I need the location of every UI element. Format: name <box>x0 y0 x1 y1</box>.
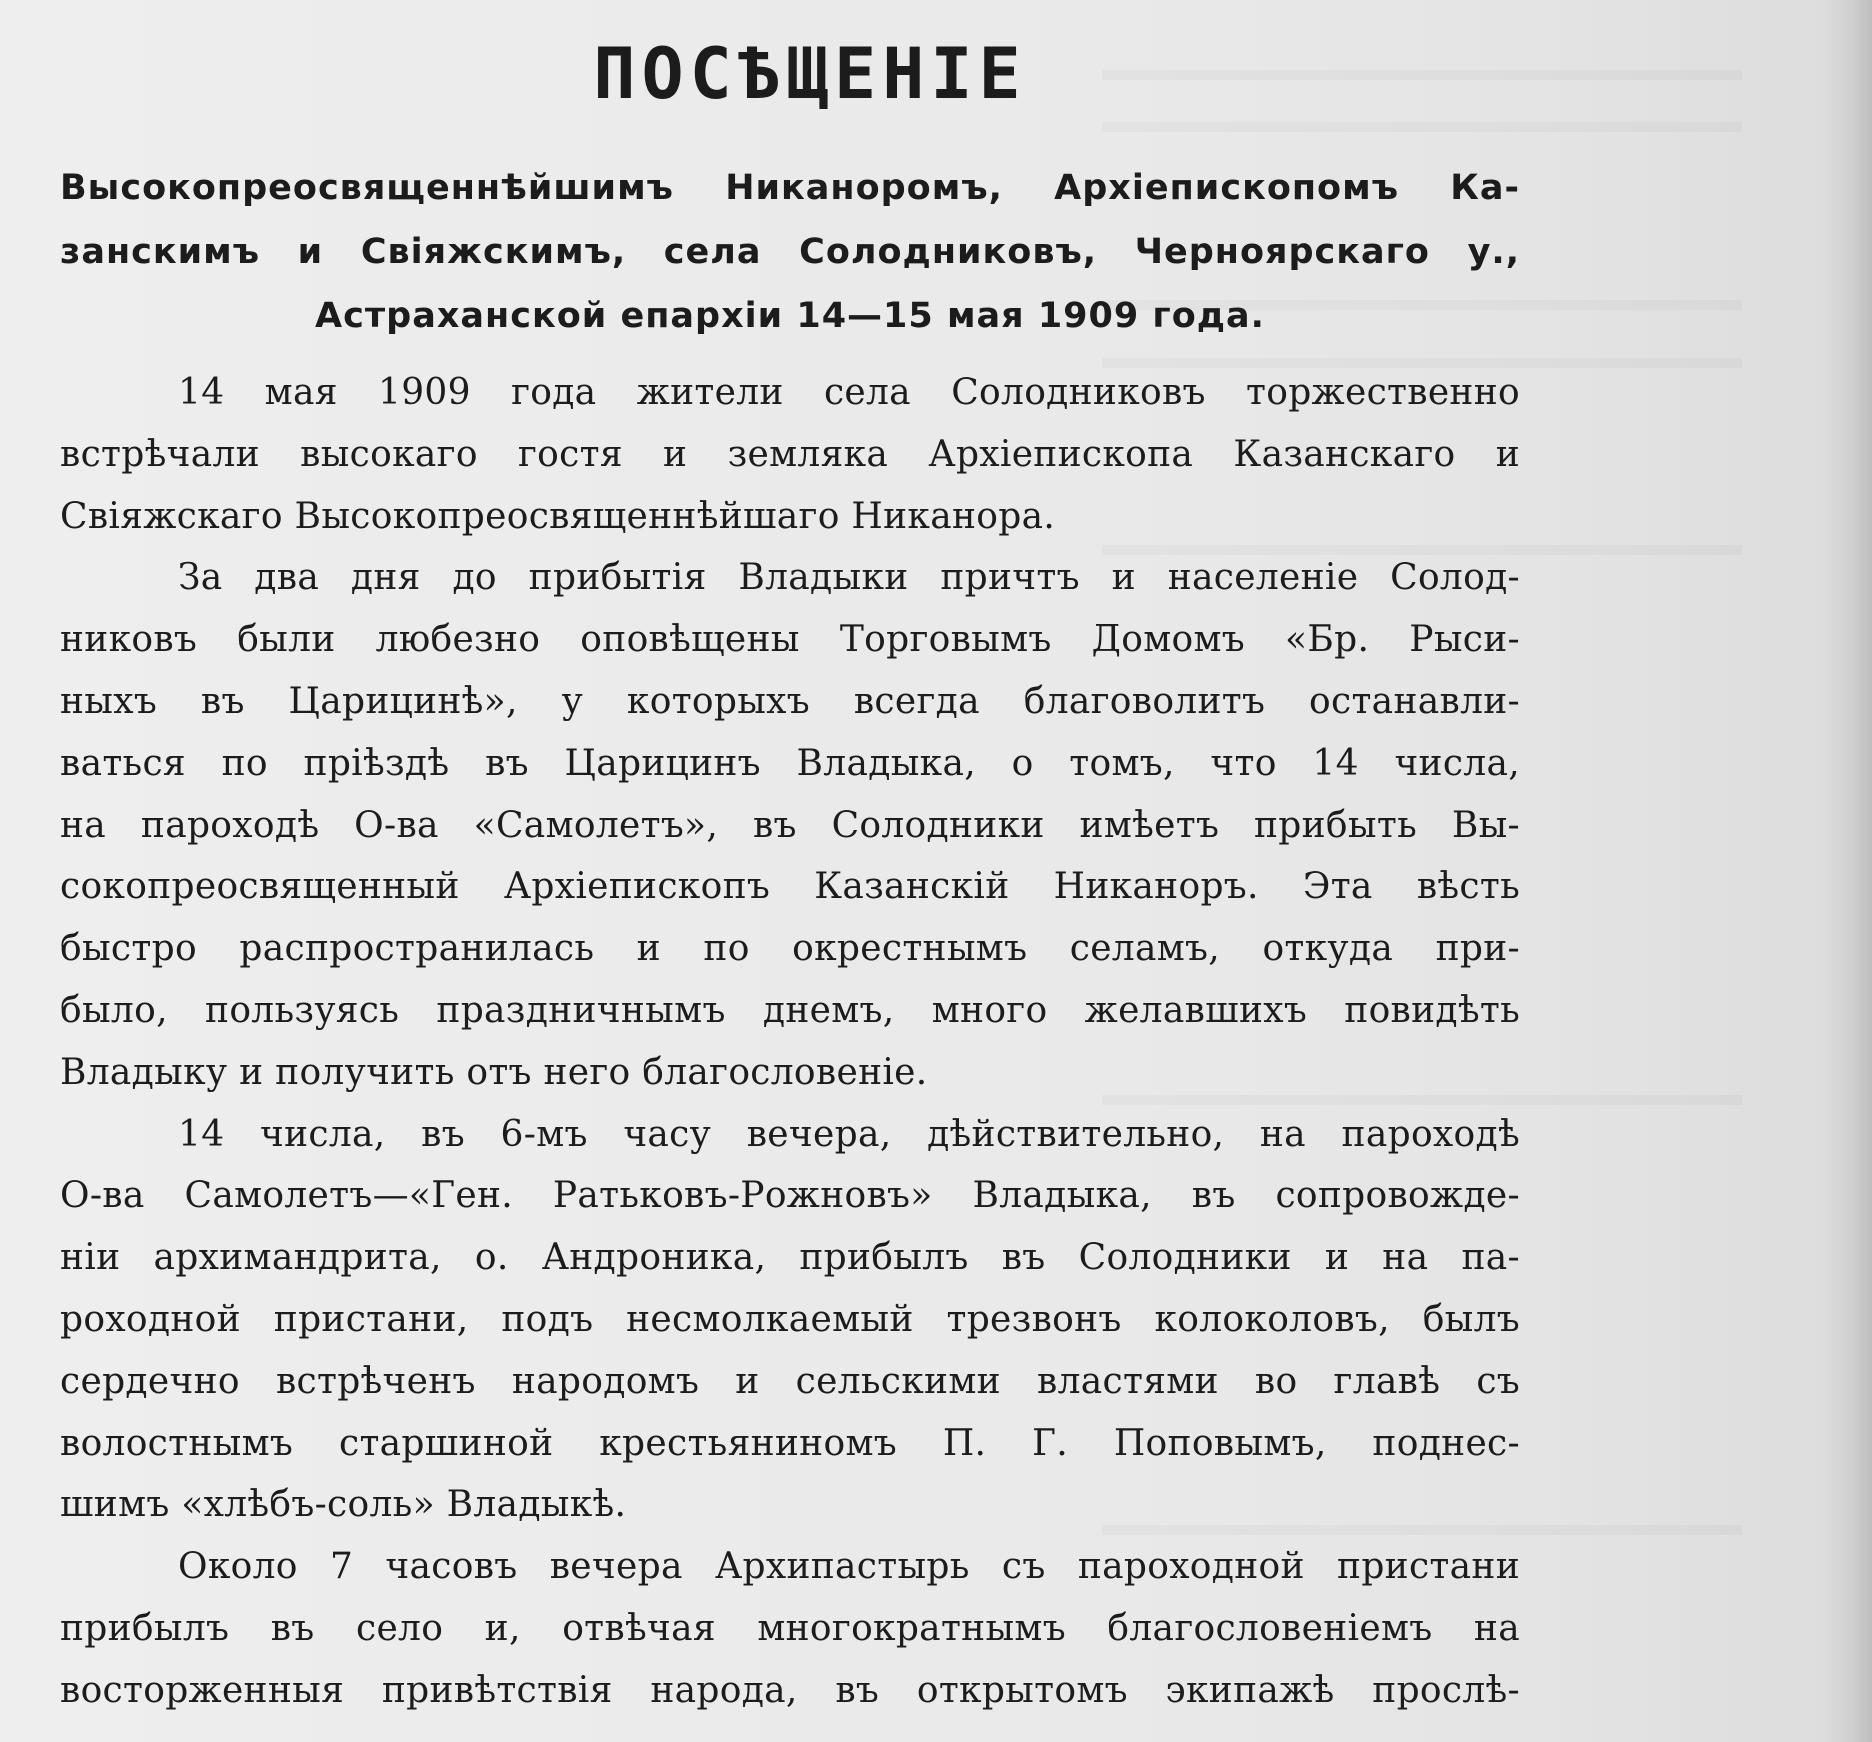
text-line: никовъ были любезно оповѣщены Торговымъ Домомъ «Бр. Рыси- <box>60 619 1520 661</box>
text-line: Свіяжскаго Высокопреосвященнѣйшаго Никанора. <box>60 495 1056 537</box>
text-line: Владыку и получить отъ него благословеніе. <box>60 1051 928 1093</box>
text-line: Около 7 часовъ вечера Архипастырь съ пароходной пристани <box>178 1546 1520 1588</box>
article-subtitle <box>60 156 1520 348</box>
text-line: ваться по пріѣздѣ въ Царицинъ Владыка, о томъ, что 14 числа, <box>60 742 1520 784</box>
text-line: За два дня до прибытія Владыки причтъ и населеніе Солод- <box>178 557 1520 599</box>
text-line: сердечно встрѣченъ народомъ и сельскими властями во главѣ съ <box>60 1360 1520 1402</box>
text-line: встрѣчали высокаго гостя и земляка Архіепископа Казанскаго и <box>60 433 1520 475</box>
paragraph <box>60 362 1520 547</box>
article-body <box>60 362 1520 1722</box>
text-line: волостнымъ старшиной крестьяниномъ П. Г. Поповымъ, поднес- <box>60 1422 1520 1464</box>
subtitle-line: занскимъ и Свіяжскимъ, села Солодниковъ, Черноярскаго у., <box>60 232 1520 272</box>
page-title: ПОСѢЩЕНІЕ <box>593 33 1027 115</box>
text-line: роходной пристани, подъ несмолкаемый трезвонъ колоколовъ, былъ <box>60 1298 1520 1340</box>
text-line: на пароходѣ О-ва «Самолетъ», въ Солодники имѣетъ прибыть Вы- <box>60 804 1520 846</box>
text-line: 14 числа, въ 6-мъ часу вечера, дѣйствительно, на пароходѣ <box>178 1113 1520 1155</box>
subtitle-line: Высокопреосвященнѣйшимъ Никаноромъ, Архіепископомъ Ка- <box>60 168 1520 208</box>
text-line: было, пользуясь праздничнымъ днемъ, много желавшихъ повидѣть <box>60 989 1520 1031</box>
text-line: ныхъ въ Царицинѣ», у которыхъ всегда благоволитъ останавли- <box>60 680 1520 722</box>
paragraph <box>60 1536 1520 1721</box>
text-line: шимъ «хлѣбъ-соль» Владыкѣ. <box>60 1484 627 1526</box>
page-binding-shadow <box>1824 0 1872 1742</box>
text-line: О-ва Самолетъ—«Ген. Ратьковъ-Рожновъ» Владыка, въ сопровожде- <box>60 1175 1520 1217</box>
subtitle-line: Астраханской епархіи 14—15 мая 1909 года. <box>315 296 1265 336</box>
text-line: ніи архимандрита, о. Андроника, прибылъ въ Солодники и на па- <box>60 1237 1520 1279</box>
text-line: восторженныя привѣтствія народа, въ открытомъ экипажѣ прослѣ- <box>60 1669 1520 1711</box>
text-line: быстро распространилась и по окрестнымъ селамъ, откуда при- <box>60 928 1520 970</box>
text-line: сокопреосвященный Архіепископъ Казанскій Никаноръ. Эта вѣсть <box>60 866 1520 908</box>
text-line: прибылъ въ село и, отвѣчая многократнымъ благословеніемъ на <box>60 1607 1520 1649</box>
paragraph <box>60 1104 1520 1537</box>
text-line: 14 мая 1909 года жители села Солодниковъ торжественно <box>178 372 1520 413</box>
text-column <box>60 28 1520 1722</box>
paragraph <box>60 547 1520 1103</box>
